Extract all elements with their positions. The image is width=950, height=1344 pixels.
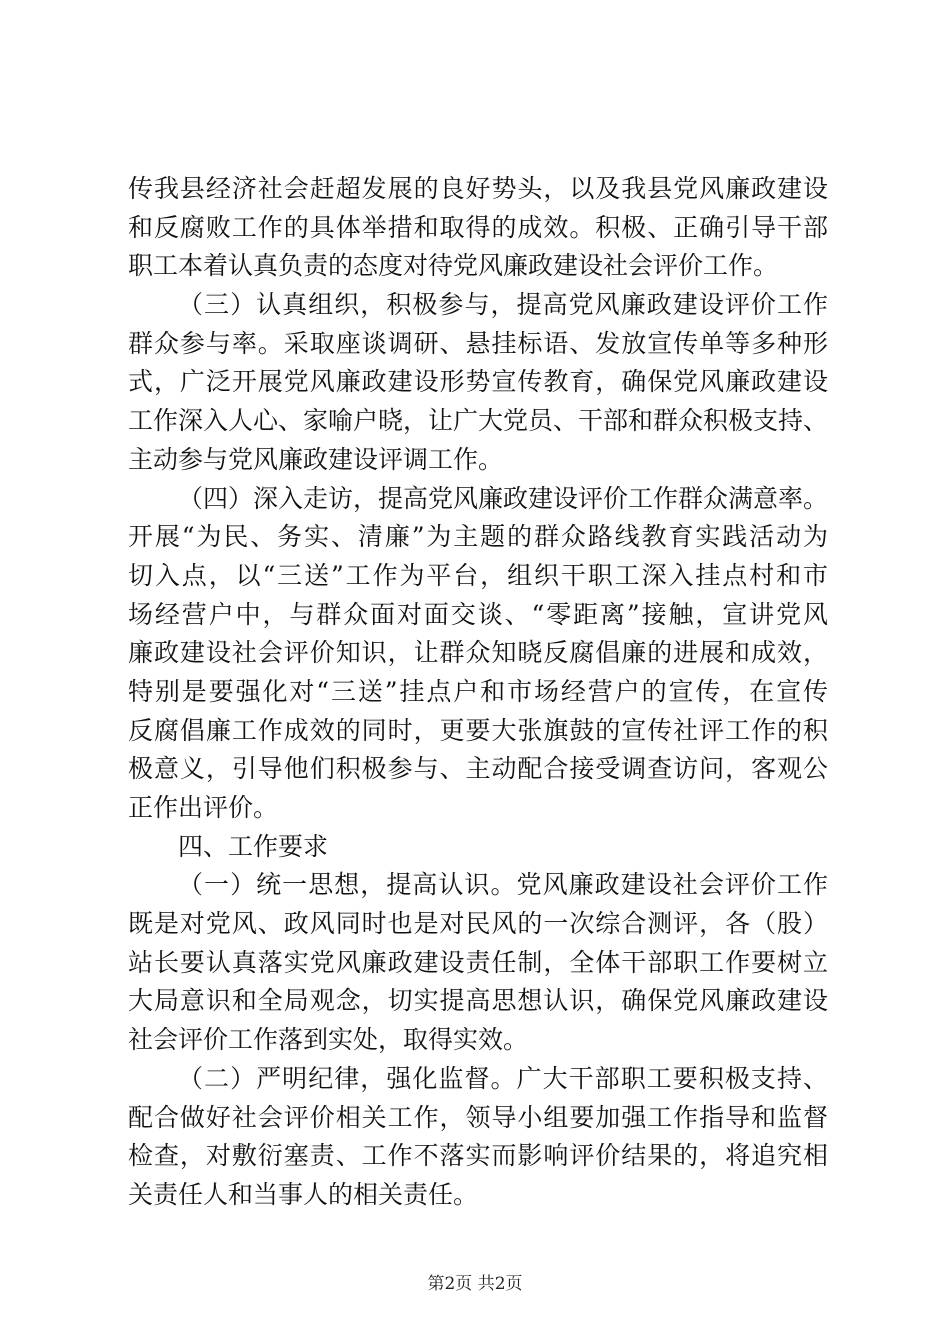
- text-line: 开展“为民、务实、清廉”为主题的群众路线教育实践活动为: [128, 522, 828, 552]
- text-line: 群众参与率。采取座谈调研、悬挂标语、发放宣传单等多种形: [128, 328, 828, 358]
- text-line: 四、工作要求: [178, 831, 329, 861]
- text-line: 正作出评价。: [128, 793, 279, 822]
- text-line: 场经营户中，与群众面对面交谈、“零距离”接触，宣讲党风: [128, 599, 828, 629]
- text-line: （三）认真组织，积极参与，提高党风廉政建设评价工作: [178, 290, 828, 320]
- text-line: 站长要认真落实党风廉政建设责任制，全体干部职工作要树立: [128, 947, 828, 977]
- text-line: 传我县经济社会赶超发展的良好势头，以及我县党风廉政建设: [128, 174, 828, 203]
- text-line: 检查，对敷衍塞责、工作不落实而影响评价结果的，将追究相: [128, 1141, 828, 1171]
- text-line: 极意义，引导他们积极参与、主动配合接受调查访问，客观公: [128, 754, 828, 784]
- text-line: （四）深入走访，提高党风廉政建设评价工作群众满意率。: [178, 483, 829, 513]
- text-line: 职工本着认真负责的态度对待党风廉政建设社会评价工作。: [128, 251, 779, 281]
- text-line: 廉政建设社会评价知识，让群众知晓反腐倡廉的进展和成效，: [128, 638, 828, 668]
- text-line: 反腐倡廉工作成效的同时，更要大张旗鼓的宣传社评工作的积: [128, 715, 828, 745]
- text-line: 工作深入人心、家喻户晓，让广大党员、干部和群众积极支持、: [128, 406, 829, 436]
- text-line: 大局意识和全局观念，切实提高思想认识，确保党风廉政建设: [128, 986, 828, 1016]
- text-line: 主动参与党风廉政建设评调工作。: [128, 444, 504, 474]
- text-line: （二）严明纪律，强化监督。广大干部职工要积极支持、: [178, 1063, 828, 1093]
- text-line: 社会评价工作落到实处，取得实效。: [128, 1025, 529, 1055]
- document-body: [128, 170, 828, 1215]
- text-line: 配合做好社会评价相关工作，领导小组要加强工作指导和监督: [128, 1102, 828, 1132]
- text-line: （一）统一思想，提高认识。党风廉政建设社会评价工作: [178, 870, 828, 900]
- page-footer: 第2页 共2页: [427, 1274, 523, 1294]
- text-line: 和反腐败工作的具体举措和取得的成效。积极、正确引导干部: [128, 212, 828, 242]
- text-line: 式，广泛开展党风廉政建设形势宣传教育，确保党风廉政建设: [128, 367, 828, 397]
- text-line: 关责任人和当事人的相关责任。: [128, 1179, 479, 1209]
- text-line: 特别是要强化对“三送”挂点户和市场经营户的宣传，在宣传: [128, 676, 828, 706]
- text-line: 切入点，以“三送”工作为平台，组织干职工深入挂点村和市: [128, 560, 828, 590]
- text-line: 既是对党风、政风同时也是对民风的一次综合测评，各（股）: [128, 909, 828, 939]
